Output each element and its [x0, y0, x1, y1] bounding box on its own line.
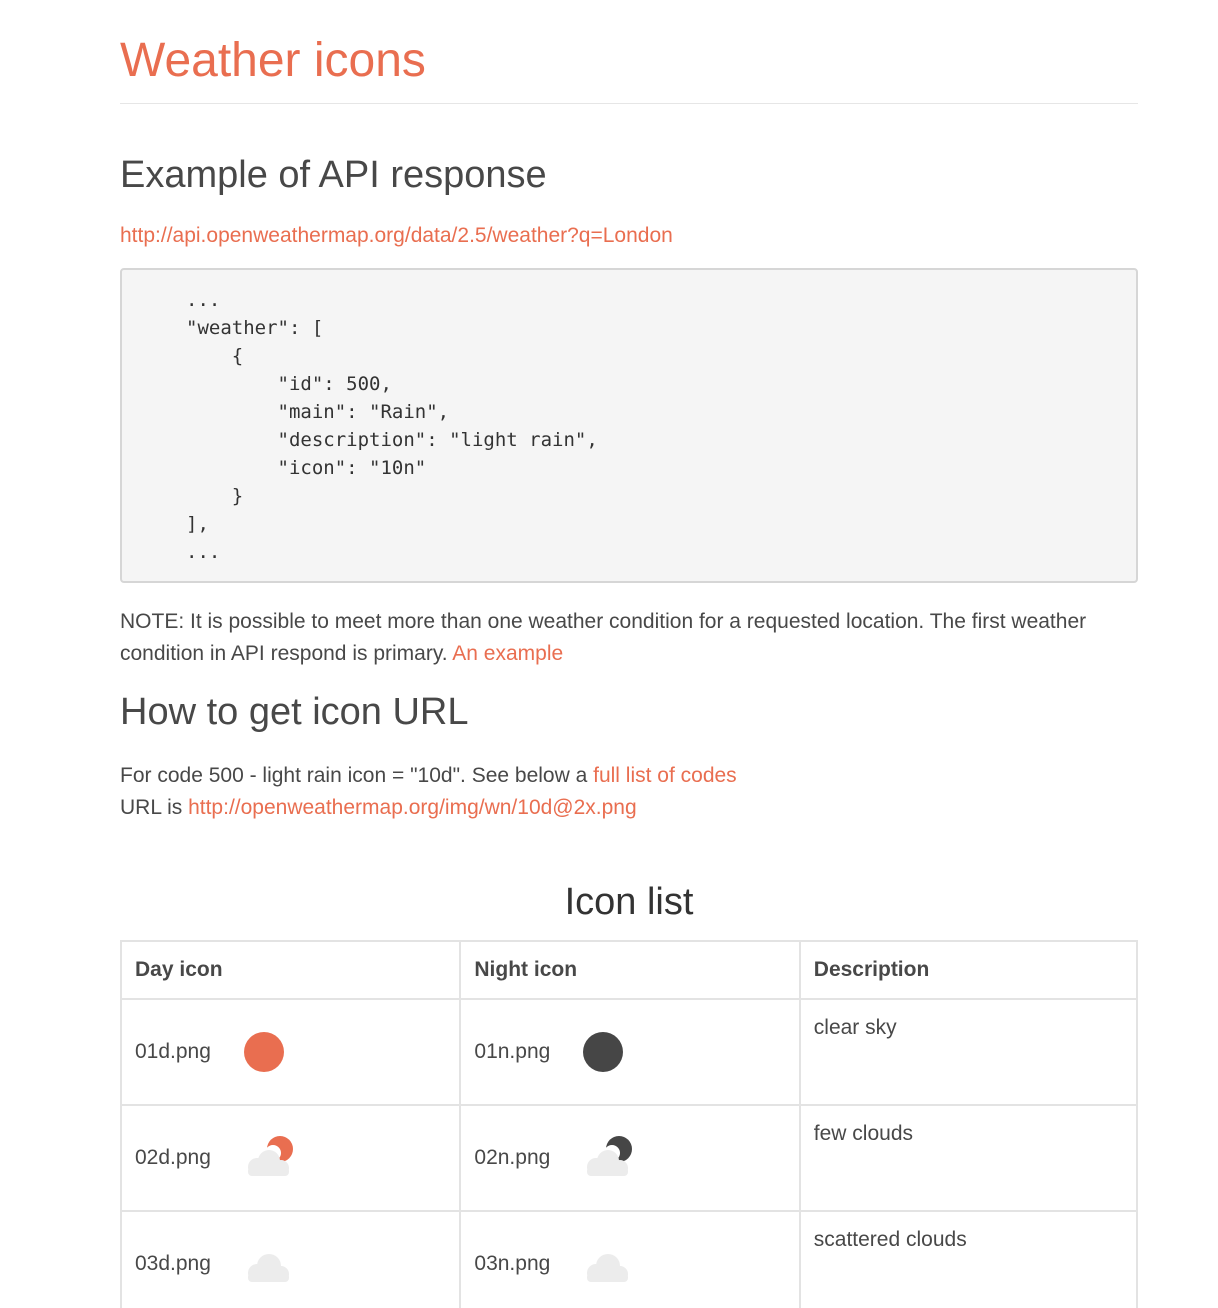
url-line-2: [120, 792, 1138, 824]
night-filename: 02n.png: [474, 1146, 551, 1169]
night-filename: 01n.png: [474, 1040, 551, 1063]
night-cell: [460, 1105, 799, 1211]
few-clouds-day-icon: [243, 1133, 303, 1183]
an-example-link[interactable]: An example: [452, 642, 564, 665]
cloud-icon: [243, 1239, 303, 1289]
day-cell: [121, 999, 460, 1105]
table-header-row: [121, 941, 1137, 999]
api-response-code: ... "weather": [ { "id": 500, "main": "Rain", "description": "light rain", "icon": "10n" } ], ...: [120, 268, 1138, 583]
moon-icon: [582, 1027, 642, 1077]
api-response-heading: Example of API response: [120, 154, 547, 196]
day-icon-header: Day icon: [121, 941, 460, 999]
night-cell: [460, 1211, 799, 1308]
note-text: NOTE: It is possible to meet more than one weather condition for a requested location. The first weather condition in API respond is primary.: [120, 610, 1087, 665]
api-example-link[interactable]: http://api.openweathermap.org/data/2.5/weather?q=London: [120, 224, 673, 247]
icon-list-title: Icon list: [564, 881, 694, 923]
page: [120, 0, 1138, 1308]
table-row: [121, 999, 1137, 1105]
cloud-icon: [582, 1239, 642, 1289]
day-filename: 03d.png: [135, 1252, 211, 1275]
description-cell: scattered clouds: [800, 1211, 1137, 1308]
night-icon-header: Night icon: [460, 941, 799, 999]
icon-url-heading: How to get icon URL: [120, 691, 469, 733]
description-cell: clear sky: [800, 999, 1137, 1105]
description-header: Description: [800, 941, 1137, 999]
day-filename: 01d.png: [135, 1040, 211, 1063]
day-filename: 02d.png: [135, 1146, 211, 1169]
url-line-1: [120, 760, 1138, 792]
url-line-2-text: URL is: [120, 796, 189, 819]
sun-icon: [243, 1027, 303, 1077]
note-paragraph: [120, 606, 1138, 670]
day-cell: [121, 1105, 460, 1211]
url-line-1-text: For code 500 - light rain icon = "10d". See below a: [120, 764, 594, 787]
few-clouds-night-icon: [582, 1133, 642, 1183]
night-filename: 03n.png: [474, 1252, 551, 1275]
night-cell: [460, 999, 799, 1105]
icon-list-table: [120, 940, 1138, 1308]
description-cell: few clouds: [800, 1105, 1137, 1211]
full-list-of-codes-link[interactable]: full list of codes: [593, 764, 737, 787]
page-title: Weather icons: [120, 0, 1138, 104]
day-cell: [121, 1211, 460, 1308]
icon-url-link[interactable]: http://openweathermap.org/img/wn/10d@2x.png: [188, 796, 637, 819]
table-row: [121, 1105, 1137, 1211]
icon-url-paragraph: [120, 760, 1138, 824]
table-row: [121, 1211, 1137, 1308]
